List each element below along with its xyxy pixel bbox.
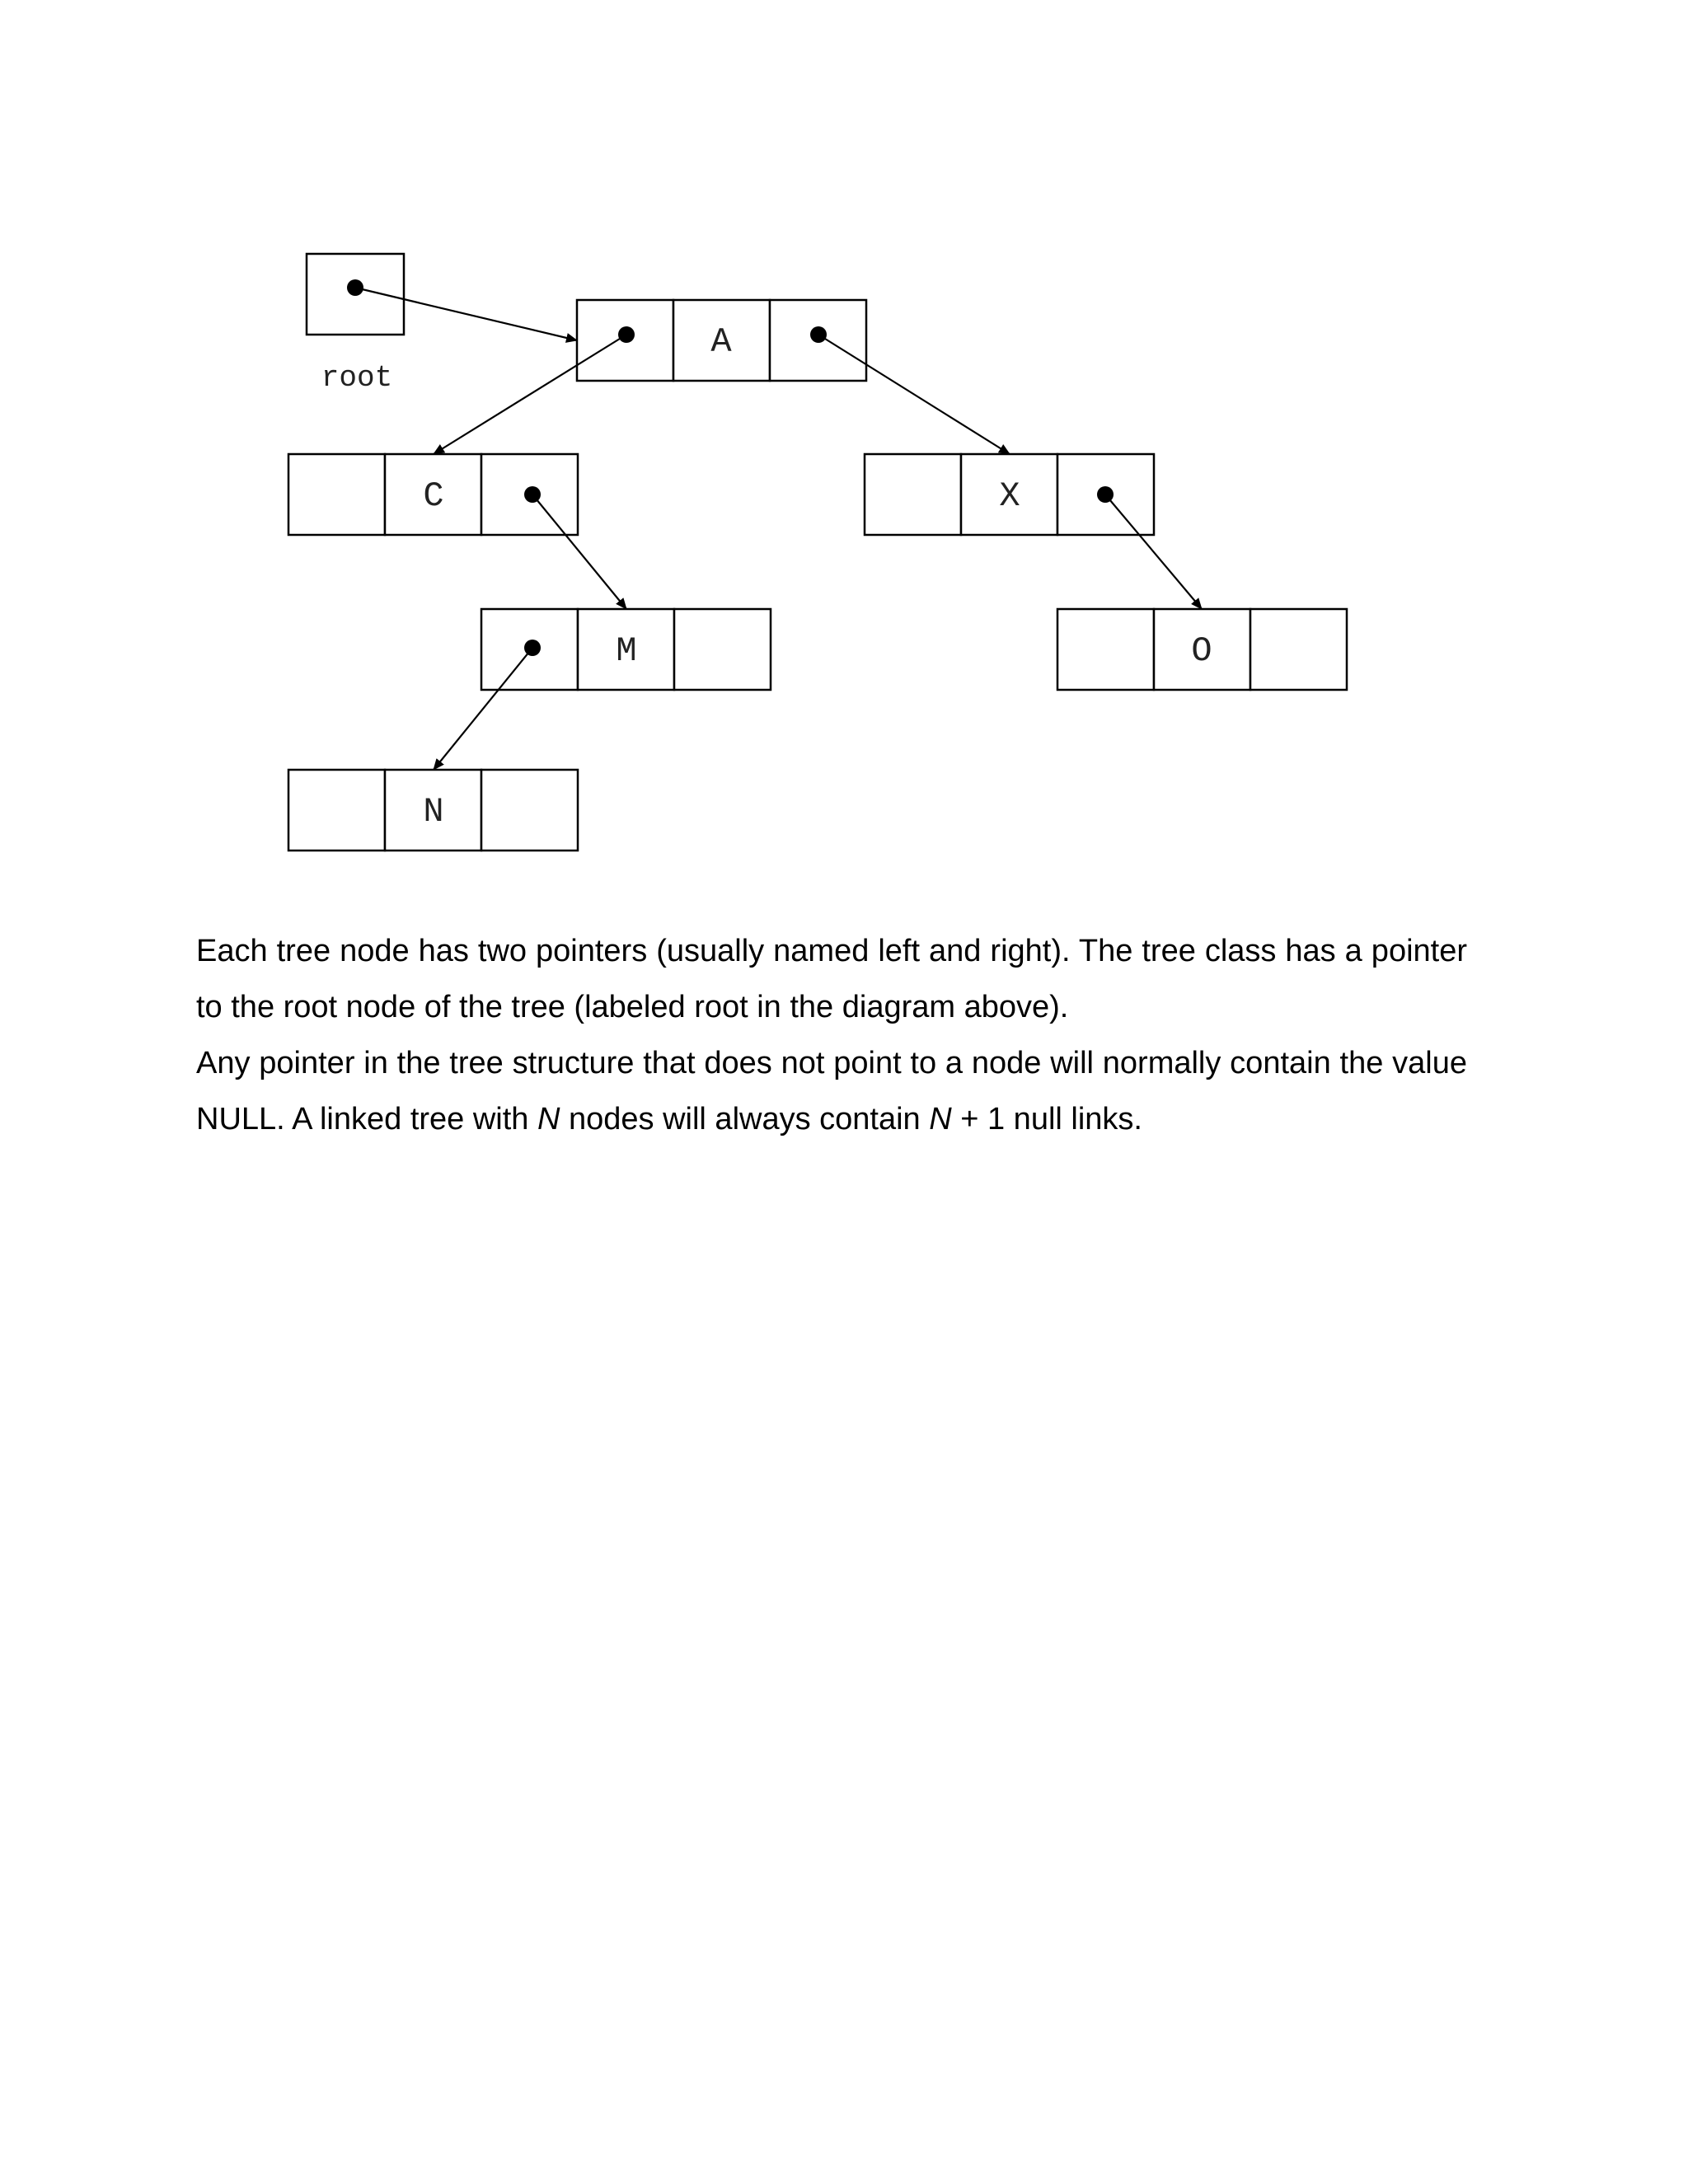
tree-node-o <box>1057 609 1347 690</box>
node-n-left-cell <box>288 770 385 851</box>
paragraph-1: Each tree node has two pointers (usually named left and right). The tree class has a pointer to the root node of the tree (labeled root in the diagram above). <box>196 934 1467 1024</box>
root-pointer-box <box>307 254 404 335</box>
root-label: root <box>321 361 393 395</box>
paragraph-2: Any pointer in the tree structure that does not point to a node will normally contain the value NULL. A linked tree with N nodes will always contain N + 1 null links. <box>196 1046 1467 1137</box>
tree-node-c <box>288 454 578 535</box>
tree-node-n <box>288 770 578 851</box>
node-x-label: X <box>999 476 1020 516</box>
node-o-right-cell <box>1250 609 1347 690</box>
node-x-left-cell <box>865 454 961 535</box>
node-c-label: C <box>423 476 444 516</box>
node-o-label: O <box>1191 631 1212 671</box>
node-a-label: A <box>710 322 732 362</box>
c-to-m-arrow <box>532 494 626 609</box>
tree-node-m <box>481 609 771 690</box>
a-to-x-arrow <box>818 335 1010 454</box>
tree-node-x <box>865 454 1154 535</box>
a-to-c-arrow <box>434 335 626 454</box>
tree-node-a <box>577 300 866 381</box>
node-n-right-cell <box>481 770 578 851</box>
linked-tree-diagram <box>0 0 1688 907</box>
n-variable: N <box>929 1102 952 1137</box>
node-c-left-cell <box>288 454 385 535</box>
node-o-left-cell <box>1057 609 1154 690</box>
node-m-label: M <box>616 631 637 671</box>
n-variable: N <box>537 1102 560 1137</box>
body-text <box>196 923 1467 1147</box>
node-n-label: N <box>423 792 444 832</box>
node-m-right-cell <box>674 609 771 690</box>
